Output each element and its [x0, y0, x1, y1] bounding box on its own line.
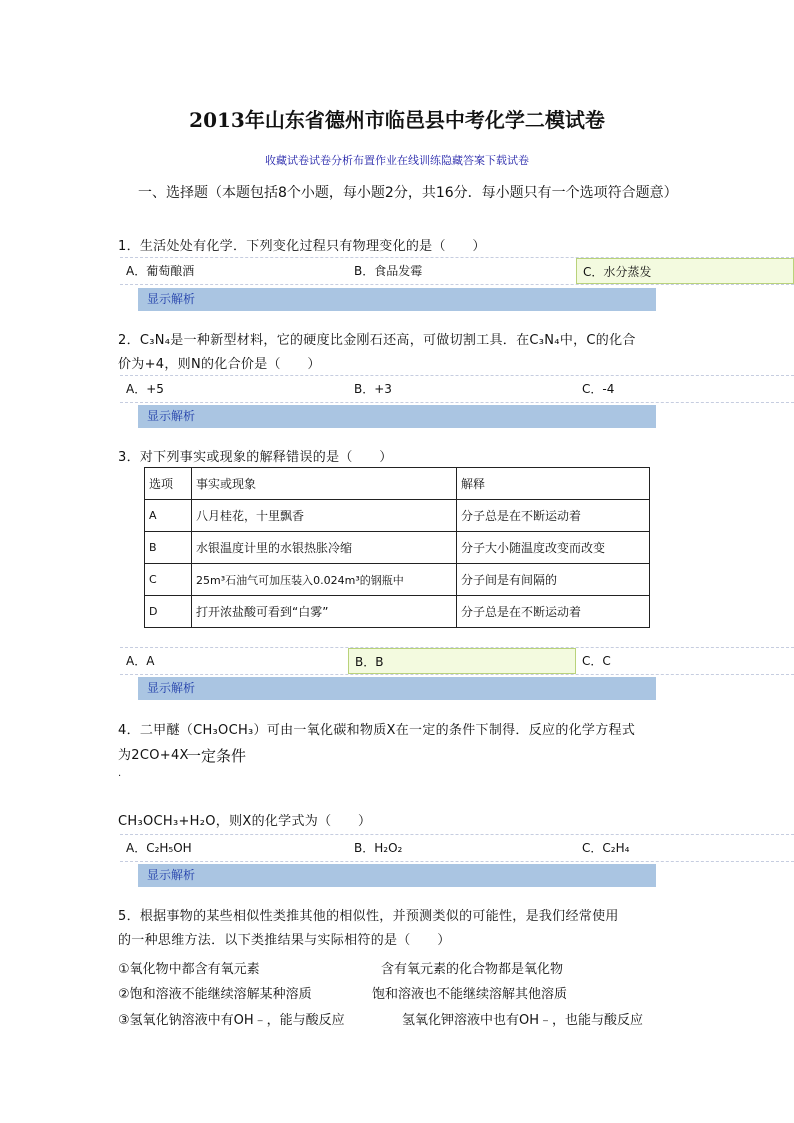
question-4-line3: CH₃OCH₃+H₂O，则X的化学式为（ ）: [118, 814, 372, 829]
table-cell: 分子间是有间隔的: [457, 564, 650, 596]
analogy-item-right: 氢氧化钾溶液中也有OH﹣，也能与酸反应: [402, 1013, 644, 1028]
link-download[interactable]: 下载试卷: [485, 154, 529, 167]
option-a[interactable]: A．葡萄酿酒: [126, 264, 195, 278]
table-cell: 分子总是在不断运动着: [457, 500, 650, 532]
question-2-options: [120, 375, 794, 403]
link-analysis[interactable]: 试卷分析: [309, 154, 353, 167]
question-1-text: 1．生活处处有化学．下列变化过程只有物理变化的是（ ）: [118, 239, 486, 254]
table-row: [145, 596, 650, 628]
question-2-line2: 价为+4，则N的化合价是（ ）: [118, 357, 321, 372]
question-5-line1: 5．根据事物的某些相似性类推其他的相似性，并预测类似的可能性，是我们经常使用: [118, 909, 619, 924]
page-title: 2013年山东省德州市临邑县中考化学二模试卷: [189, 108, 605, 132]
table-header-cell: 解释: [457, 468, 650, 500]
option-c[interactable]: C．-4: [582, 382, 615, 396]
table-cell: C: [145, 564, 192, 596]
option-c[interactable]: C．C₂H₄: [582, 841, 630, 855]
question-2-line1: 2．C₃N₄是一种新型材料，它的硬度比金刚石还高，可做切割工具．在C₃N₄中，C的化合: [118, 333, 636, 348]
analogy-item-left: ③氢氧化钠溶液中有OH﹣，能与酸反应: [118, 1013, 345, 1028]
question-4-line1: 4．二甲醚（CH₃OCH₃）可由一氧化碳和物质X在一定的条件下制得．反应的化学方程式: [118, 723, 636, 738]
question-1-options: [120, 257, 794, 285]
link-online-training[interactable]: 在线训练: [397, 154, 441, 167]
analogy-item-left: ②饱和溶液不能继续溶解某种溶质: [118, 987, 312, 1002]
table-header-cell: 事实或现象: [192, 468, 457, 500]
table-row: [145, 500, 650, 532]
question-3-options: [120, 647, 794, 675]
table-header-cell: 选项: [145, 468, 192, 500]
toolbar-links: [0, 152, 794, 168]
table-cell: 分子总是在不断运动着: [457, 596, 650, 628]
show-analysis-button[interactable]: 显示解析: [138, 677, 656, 700]
table-header-row: [145, 468, 650, 500]
table-cell: D: [145, 596, 192, 628]
table-cell: 25m³石油气可加压装入0.024m³的钢瓶中: [192, 564, 457, 596]
reaction-condition: 一定条件: [186, 747, 247, 765]
show-analysis-button[interactable]: 显示解析: [138, 864, 656, 887]
option-b[interactable]: B．食品发霉: [354, 264, 423, 278]
show-analysis-button[interactable]: 显示解析: [138, 405, 656, 428]
table-cell: 水银温度计里的水银热胀冷缩: [192, 532, 457, 564]
option-b[interactable]: B．+3: [354, 382, 392, 396]
table-row: [145, 564, 650, 596]
section-heading: 一、选择题（本题包括8个小题，每小题2分，共16分．每小题只有一个选项符合题意）: [138, 185, 678, 201]
equation-dot: .: [118, 768, 122, 779]
question-3-text: 3．对下列事实或现象的解释错误的是（ ）: [118, 450, 393, 465]
show-analysis-button[interactable]: 显示解析: [138, 288, 656, 311]
link-assign[interactable]: 布置作业: [353, 154, 397, 167]
option-a[interactable]: A．C₂H₅OH: [126, 841, 192, 855]
option-a[interactable]: A．A: [126, 654, 155, 668]
table-cell: B: [145, 532, 192, 564]
link-hide-answers[interactable]: 隐藏答案: [441, 154, 485, 167]
analogy-item-right: 含有氧元素的化合物都是氧化物: [381, 962, 564, 977]
link-favorite[interactable]: 收藏试卷: [265, 154, 309, 167]
option-b-correct[interactable]: B．B: [348, 648, 576, 674]
table-cell: 八月桂花，十里飘香: [192, 500, 457, 532]
option-a[interactable]: A．+5: [126, 382, 164, 396]
question-4-line2: 为2CO+4X: [118, 748, 189, 763]
question-4-options: [120, 834, 794, 862]
table-cell: 打开浓盐酸可看到“白雾”: [192, 596, 457, 628]
analogy-item-right: 饱和溶液也不能继续溶解其他溶质: [372, 987, 568, 1002]
table-cell: A: [145, 500, 192, 532]
option-b[interactable]: B．H₂O₂: [354, 841, 403, 855]
analogy-item-left: ①氧化物中都含有氧元素: [118, 962, 260, 977]
question-5-line2: 的一种思维方法．以下类推结果与实际相符的是（ ）: [118, 933, 451, 948]
option-c[interactable]: C．C: [582, 654, 611, 668]
question-3-table: [144, 467, 650, 628]
option-c-correct[interactable]: C．水分蒸发: [576, 258, 794, 284]
table-cell: 分子大小随温度改变而改变: [457, 532, 650, 564]
table-row: [145, 532, 650, 564]
